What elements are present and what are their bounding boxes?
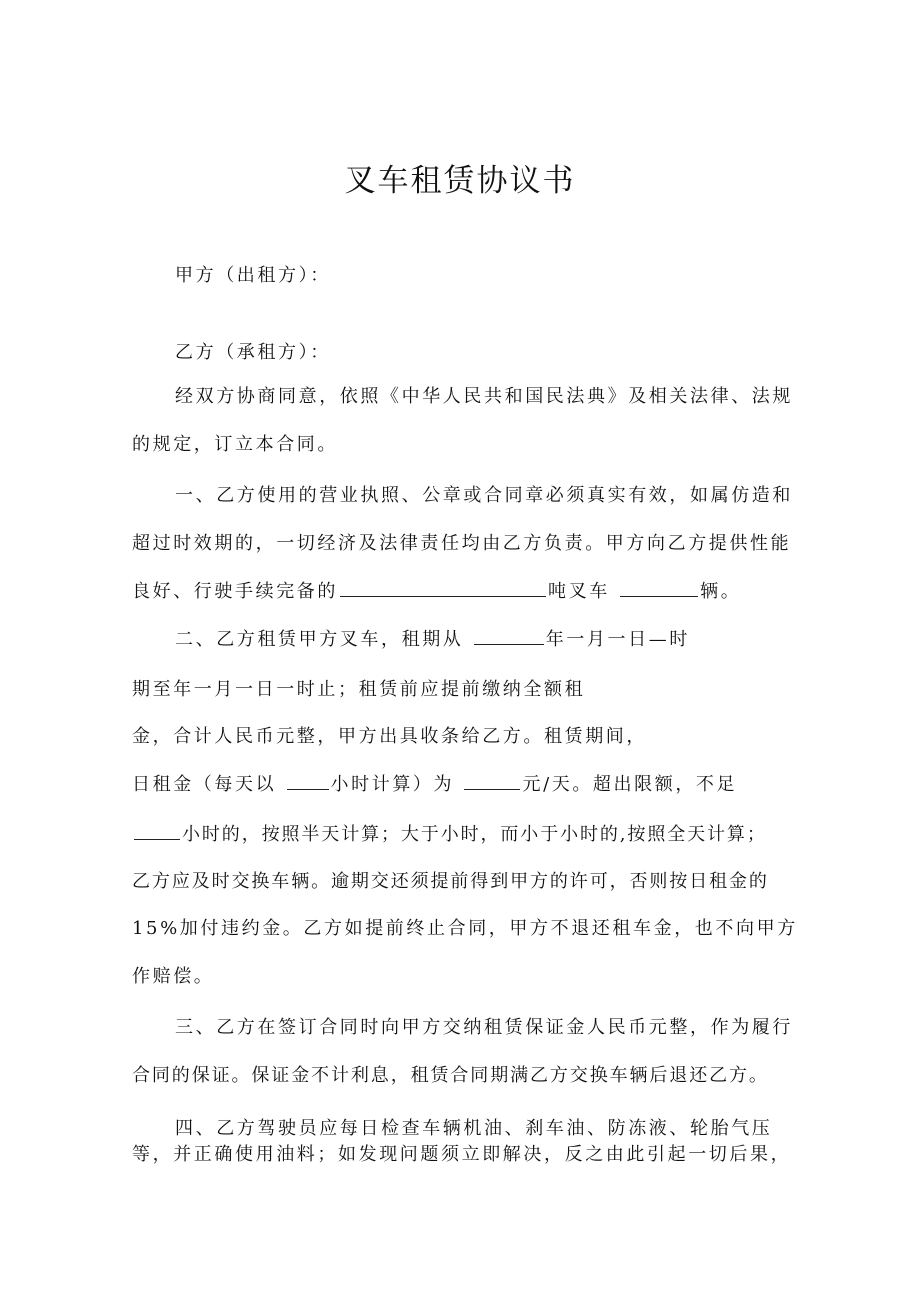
clause-3-line-2: 合同的保证。保证金不计利息，租赁合同期满乙方交换车辆后退还乙方。	[132, 1065, 769, 1086]
clause-2-text-c: 日租金（每天以	[132, 774, 277, 795]
daily-hours-blank	[287, 771, 329, 790]
clause-1-line-2: 超过时效期的，一切经济及法律责任均由乙方负责。甲方向乙方提供性能	[132, 533, 792, 554]
clause-2-text-e: 元/天。超出限额，不足	[522, 774, 738, 795]
daily-rent-blank	[464, 771, 520, 790]
clause-2-text-d: 小时计算）为	[330, 774, 455, 795]
paragraph-preamble-line-1: 经双方协商同意，依照《中华人民共和国民法典》及相关法律、法规	[175, 386, 793, 407]
clause-2-line-2: 期至年一月一日一时止；租赁前应提前缴纳全额租	[132, 679, 586, 700]
clause-1-text-c: 辆。	[700, 581, 742, 602]
clause-2-line-4	[132, 771, 737, 798]
clause-2-line-3: 金，合计人民币元整，甲方出具收条给乙方。租赁期间，	[132, 726, 647, 747]
threshold-hours-blank	[134, 821, 180, 840]
clause-2-text-a: 二、乙方租赁甲方叉车，租期从	[175, 629, 464, 650]
clause-1-line-1: 一、乙方使用的营业执照、公章或合同章必须真实有效，如属仿造和	[175, 485, 793, 506]
clause-2-line-1	[175, 626, 690, 653]
quantity-blank	[620, 578, 698, 597]
rental-start-year-blank	[474, 626, 544, 645]
clause-2-line-5	[132, 821, 767, 848]
clause-4-line-2: 等，并正确使用油料；如发现问题须立即解决，反之由此引起一切后果，	[132, 1144, 792, 1165]
clause-1-text-b: 吨叉车	[548, 581, 610, 602]
clause-2-line-7: 15%加付违约金。乙方如提前终止合同，甲方不退还租车金，也不向甲方	[132, 918, 798, 939]
party-a-label: 甲方（出租方）：	[175, 265, 331, 286]
party-b-label: 乙方（承租方）：	[175, 342, 331, 363]
clause-4-line-1: 四、乙方驾驶员应每日检查车辆机油、刹车油、防冻液、轮胎气压	[175, 1118, 773, 1139]
paragraph-preamble-line-2: 的规定，订立本合同。	[132, 434, 338, 455]
clause-1-line-3	[132, 578, 741, 605]
tonnage-blank	[340, 578, 546, 597]
document-title: 叉车租赁协议书	[344, 163, 576, 199]
clause-2-line-8: 作赔偿。	[132, 966, 215, 987]
clause-1-text-a: 良好、行驶手续完备的	[132, 581, 338, 602]
clause-2-text-b: 年一月一日—时	[545, 629, 690, 650]
clause-2-line-6: 乙方应及时交换车辆。逾期交还须提前得到甲方的许可，否则按日租金的	[132, 871, 769, 892]
clause-3-line-1: 三、乙方在签订合同时向甲方交纳租赁保证金人民币元整，作为履行	[175, 1017, 793, 1038]
clause-2-text-f: 小时的，按照半天计算；大于小时，而小于小时的,按照全天计算；	[182, 824, 767, 845]
